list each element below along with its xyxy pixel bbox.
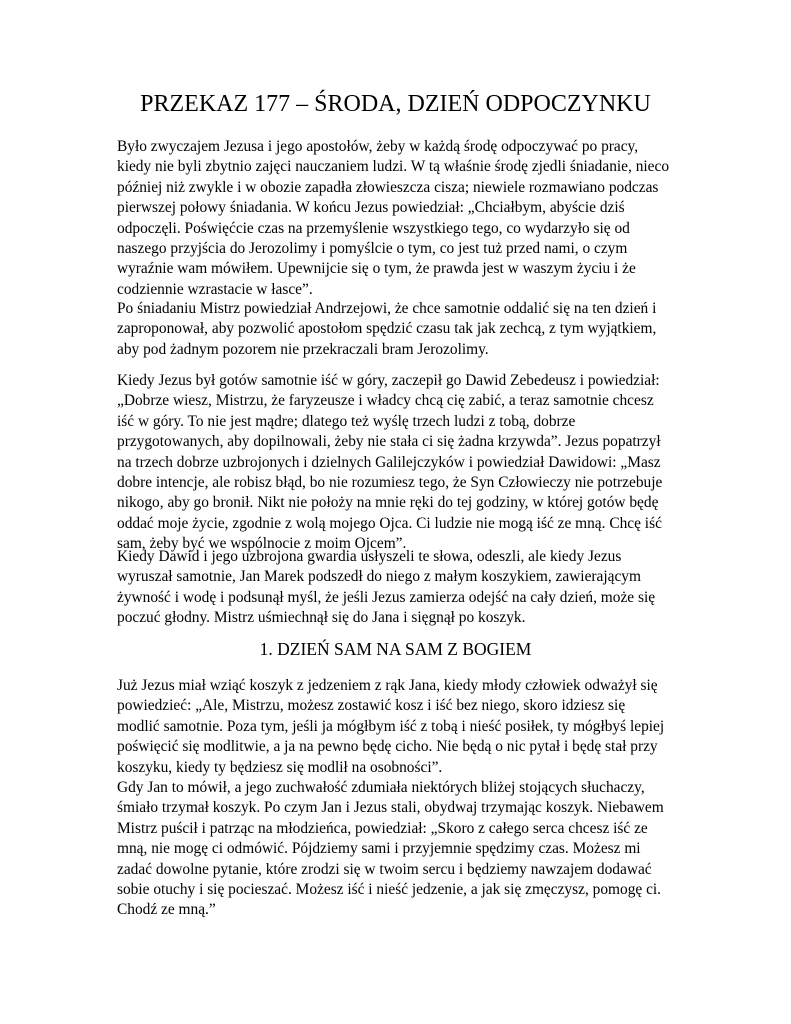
paragraph-line: odpoczęli. Poświęćcie czas na przemyślenie wszystkiego tego, co wydarzyło się od <box>117 219 630 237</box>
paragraph-line: iść w góry. To nie jest mądre; dlatego też wyślę trzech ludzi z tobą, dobrze <box>117 412 576 430</box>
paragraph-line: pierwszej połowy śniadania. W końcu Jezus powiedział: „Chciałbym, abyście dziś <box>117 199 625 217</box>
paragraph-line: Po śniadaniu Mistrz powiedział Andrzejowi, że chce samotnie oddalić się na ten dzień i <box>117 300 657 317</box>
paragraph-line: mną, nie mogę ci odmówić. Pójdziemy sami i przyjemnie spędzimy czas. Możesz mi <box>117 840 641 858</box>
paragraph-line: zaproponował, aby pozwolić apostołom spędzić czasu tak jak zechcą, z tym wyjątkiem, <box>117 320 657 338</box>
paragraph-line: naszego przyjścia do Jerozolimy i pomyślcie o tym, co jest tuż przed nami, o czym <box>117 240 628 258</box>
paragraph-line: na trzech dobrze uzbrojonych i dzielnych Galilejczyków i powiedział Dawidowi: „Masz <box>117 453 661 471</box>
paragraph-line: przygotowanych, aby dopilnowali, żeby nie stała ci się żadna krzywda”. Jezus popatrzył <box>117 433 661 451</box>
paragraph-line: Mistrz puścił i patrząc na młodzieńca, powiedział: „Skoro z całego serca chcesz iść ze <box>117 819 648 837</box>
paragraph-line: Kiedy Dawid i jego uzbrojona gwardia usłyszeli te słowa, odeszli, ale kiedy Jezus <box>117 548 622 565</box>
paragraph-line: codziennie wzrastacie w łasce”. <box>117 280 313 298</box>
paragraph-line: koszyku, kiedy ty będziesz się modlił na osobności”. <box>117 758 443 776</box>
paragraph-line: zadać dowolne pytanie, które zrodzi się w twoim sercu i będziemy nawzajem dodawać <box>117 860 652 878</box>
paragraph-line: Kiedy Jezus był gotów samotnie iść w góry, zaczepił go Dawid Zebedeusz i powiedział: <box>117 372 660 389</box>
paragraph-6 <box>117 778 691 921</box>
paragraph-4 <box>117 547 691 629</box>
paragraph-line: poczuć głodny. Mistrz uśmiechnął się do Jana i sięgnął po koszyk. <box>117 609 526 627</box>
paragraph-line: kiedy nie byli zbytnio zajęci nauczaniem ludzi. W tą właśnie środę zjedli śniadanie, nieco <box>117 158 670 176</box>
paragraph-line: wyraźnie wam mówiłem. Upewnijcie się o tym, że prawda jest w waszym życiu i że <box>117 260 636 278</box>
paragraph-line: Już Jezus miał wziąć koszyk z jedzeniem z rąk Jana, kiedy młody człowiek odważył się <box>117 677 658 694</box>
paragraph-3 <box>117 371 691 555</box>
paragraph-line: „Dobrze wiesz, Mistrzu, że faryzeusze i władcy chcą cię zabić, a teraz samotnie chcesz <box>117 392 654 410</box>
paragraph-line: żywność i wodę i podsunął myśl, że jeśli Jezus zamierza odejść na cały dzień, może się <box>117 588 656 606</box>
paragraph-line: powiedzieć: „Ale, Mistrzu, możesz zostawić kosz i iść bez niego, skoro idziesz się <box>117 697 626 715</box>
paragraph-line: Było zwyczajem Jezusa i jego apostołów, żeby w każdą środę odpoczywać po pracy, <box>117 138 639 155</box>
paragraph-line: Chodź ze mną.” <box>117 901 216 919</box>
paragraph-line: dobre intencje, ale robisz błąd, bo nie rozumiesz tego, że Syn Człowieczy nie potrzebuje <box>117 474 663 492</box>
paragraph-line: później niż zwykle i w obozie zapadła złowieszcza cisza; niewiele rozmawiano podczas <box>117 178 659 196</box>
paragraph-line: wyruszał samotnie, Jan Marek podszedł do niego z małym koszykiem, zawierającym <box>117 568 641 586</box>
paragraph-line: aby pod żadnym pozorem nie przekraczali bram Jerozolimy. <box>117 340 489 358</box>
document-title: PRZEKAZ 177 – ŚRODA, DZIEŃ ODPOCZYNKU <box>140 91 651 117</box>
paragraph-2 <box>117 299 691 360</box>
section-heading: 1. DZIEŃ SAM NA SAM Z BOGIEM <box>259 639 532 659</box>
paragraph-line: modlić samotnie. Poza tym, jeśli ja mógłbym iść z tobą i nieść posiłek, ty mógłbyś lepiej <box>117 717 665 735</box>
paragraph-line: sobie otuchy i się pocieszać. Możesz iść i nieść jedzenie, a jak się zmęczysz, pomogę ci. <box>117 881 662 899</box>
paragraph-line: oddać moje życie, zgodnie z wolą mojego Ojca. Ci ludzie nie mogą iść ze mną. Chcę iść <box>117 514 662 532</box>
paragraph-line: sam, żeby być we wspólnocie z moim Ojcem”. <box>117 535 407 553</box>
paragraph-5 <box>117 676 691 778</box>
paragraph-line: Gdy Jan to mówił, a jego zuchwałość zdumiała niektórych bliżej stojących słuchaczy, <box>117 779 645 796</box>
paragraph-1 <box>117 137 691 300</box>
paragraph-line: nikogo, aby go bronił. Nikt nie położy na mnie ręki do tej godziny, w której gotów będę <box>117 494 659 512</box>
paragraph-line: poświęcić się modlitwie, a ja na pewno będę cicho. Nie będą o nic pytał i będę stał przy <box>117 738 658 756</box>
paragraph-line: śmiało trzymał koszyk. Po czym Jan i Jezus stali, obydwaj trzymając koszyk. Niebawem <box>117 799 664 817</box>
